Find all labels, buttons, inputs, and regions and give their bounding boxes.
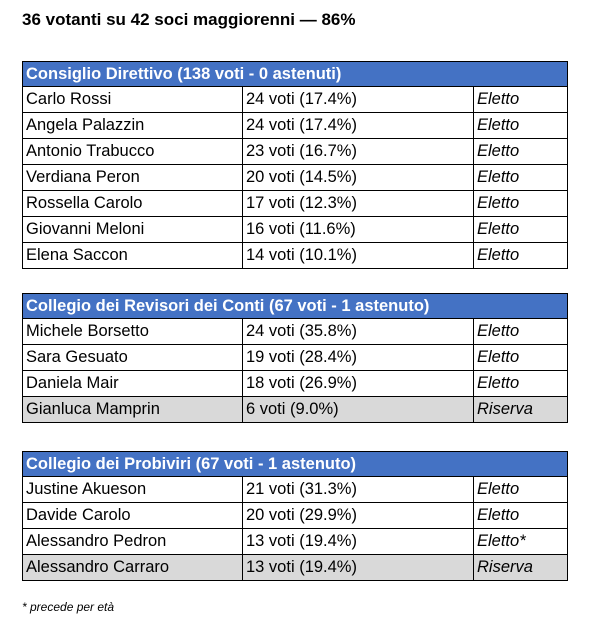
table-row [23, 113, 568, 139]
status-cell: Eletto [474, 217, 568, 243]
table-row [23, 529, 568, 555]
section-title: Collegio dei Probiviri (67 voti - 1 astenuto) [23, 452, 568, 477]
candidate-name-cell: Giovanni Meloni [23, 217, 243, 243]
votes-cell: 6 voti (9.0%) [243, 397, 474, 423]
candidate-name-cell: Davide Carolo [23, 503, 243, 529]
page-heading: 36 votanti su 42 soci maggiorenni — 86% [22, 10, 356, 29]
votes-cell: 20 voti (29.9%) [243, 503, 474, 529]
status-cell: Eletto [474, 113, 568, 139]
votes-cell: 13 voti (19.4%) [243, 529, 474, 555]
table-header-row [23, 294, 568, 319]
status-cell: Eletto [474, 191, 568, 217]
candidate-name-cell: Sara Gesuato [23, 345, 243, 371]
results-table-probiviri [22, 451, 568, 581]
votes-cell: 24 voti (35.8%) [243, 319, 474, 345]
table-row [23, 371, 568, 397]
status-cell: Eletto [474, 139, 568, 165]
votes-cell: 16 voti (11.6%) [243, 217, 474, 243]
status-cell: Eletto [474, 243, 568, 269]
table-row [23, 319, 568, 345]
candidate-name-cell: Alessandro Carraro [23, 555, 243, 581]
table-row [23, 477, 568, 503]
table-row [23, 503, 568, 529]
status-cell: Riserva [474, 397, 568, 423]
votes-cell: 19 voti (28.4%) [243, 345, 474, 371]
footnote: * precede per età [22, 600, 115, 614]
candidate-name-cell: Daniela Mair [23, 371, 243, 397]
results-table-revisori-dei-conti [22, 293, 568, 423]
results-table-consiglio-direttivo [22, 61, 568, 269]
votes-cell: 24 voti (17.4%) [243, 87, 474, 113]
votes-cell: 14 voti (10.1%) [243, 243, 474, 269]
votes-cell: 18 voti (26.9%) [243, 371, 474, 397]
candidate-name-cell: Verdiana Peron [23, 165, 243, 191]
candidate-name-cell: Rossella Carolo [23, 191, 243, 217]
votes-cell: 21 voti (31.3%) [243, 477, 474, 503]
table-row [23, 217, 568, 243]
candidate-name-cell: Angela Palazzin [23, 113, 243, 139]
table-row [23, 555, 568, 581]
table-row [23, 191, 568, 217]
status-cell: Eletto [474, 319, 568, 345]
table-row [23, 139, 568, 165]
table-header-row [23, 62, 568, 87]
status-cell: Eletto [474, 371, 568, 397]
votes-cell: 13 voti (19.4%) [243, 555, 474, 581]
votes-cell: 17 voti (12.3%) [243, 191, 474, 217]
votes-cell: 23 voti (16.7%) [243, 139, 474, 165]
candidate-name-cell: Alessandro Pedron [23, 529, 243, 555]
status-cell: Eletto [474, 165, 568, 191]
status-cell: Eletto [474, 477, 568, 503]
status-cell: Eletto* [474, 529, 568, 555]
candidate-name-cell: Carlo Rossi [23, 87, 243, 113]
status-cell: Riserva [474, 555, 568, 581]
table-row [23, 345, 568, 371]
votes-cell: 24 voti (17.4%) [243, 113, 474, 139]
votes-cell: 20 voti (14.5%) [243, 165, 474, 191]
candidate-name-cell: Elena Saccon [23, 243, 243, 269]
table-header-row [23, 452, 568, 477]
section-title: Consiglio Direttivo (138 voti - 0 astenuti) [23, 62, 568, 87]
table-row [23, 165, 568, 191]
table-row [23, 397, 568, 423]
table-row [23, 243, 568, 269]
candidate-name-cell: Gianluca Mamprin [23, 397, 243, 423]
status-cell: Eletto [474, 503, 568, 529]
section-title: Collegio dei Revisori dei Conti (67 voti - 1 astenuto) [23, 294, 568, 319]
status-cell: Eletto [474, 345, 568, 371]
status-cell: Eletto [474, 87, 568, 113]
candidate-name-cell: Justine Akueson [23, 477, 243, 503]
table-row [23, 87, 568, 113]
candidate-name-cell: Michele Borsetto [23, 319, 243, 345]
candidate-name-cell: Antonio Trabucco [23, 139, 243, 165]
